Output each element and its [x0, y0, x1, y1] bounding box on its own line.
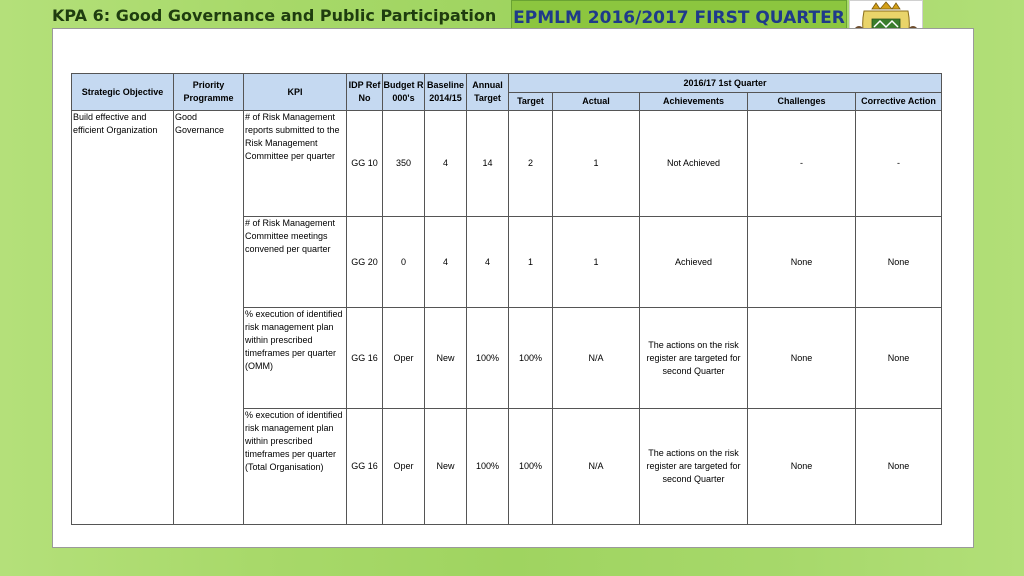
baseline-cell: 4	[425, 111, 467, 217]
header-challenges: Challenges	[748, 93, 856, 111]
header-quarter-group: 2016/17 1st Quarter	[509, 74, 942, 93]
annual-target-cell: 14	[467, 111, 509, 217]
challenges-cell: None	[748, 217, 856, 308]
idp-ref-cell: GG 10	[347, 111, 383, 217]
actual-cell: N/A	[553, 308, 640, 409]
budget-cell: Oper	[383, 308, 425, 409]
header-achievements: Achievements	[640, 93, 748, 111]
achievements-cell: The actions on the risk register are targeted for second Quarter	[640, 308, 748, 409]
corrective-action-cell: None	[856, 409, 942, 525]
annual-target-cell: 100%	[467, 308, 509, 409]
baseline-cell: 4	[425, 217, 467, 308]
budget-cell: Oper	[383, 409, 425, 525]
kpi-table	[71, 73, 942, 525]
target-cell: 100%	[509, 308, 553, 409]
achievements-cell: The actions on the risk register are targeted for second Quarter	[640, 409, 748, 525]
idp-ref-cell: GG 16	[347, 409, 383, 525]
target-cell: 1	[509, 217, 553, 308]
strategic-objective-cell: Build effective and efficient Organization	[72, 111, 174, 525]
header-priority-programme: Priority Programme	[174, 74, 244, 111]
actual-cell: 1	[553, 111, 640, 217]
idp-ref-cell: GG 20	[347, 217, 383, 308]
header-baseline: Baseline 2014/15	[425, 74, 467, 111]
annual-target-cell: 100%	[467, 409, 509, 525]
kpi-cell: % execution of identified risk management plan within prescribed timeframes per quarter (OMM)	[244, 308, 347, 409]
priority-programme-cell: Good Governance	[174, 111, 244, 525]
corrective-action-cell: -	[856, 111, 942, 217]
actual-cell: 1	[553, 217, 640, 308]
header-actual: Actual	[553, 93, 640, 111]
target-cell: 2	[509, 111, 553, 217]
corrective-action-cell: None	[856, 217, 942, 308]
budget-cell: 350	[383, 111, 425, 217]
actual-cell: N/A	[553, 409, 640, 525]
kpi-cell: # of Risk Management reports submitted to the Risk Management Committee per quarter	[244, 111, 347, 217]
achievements-cell: Achieved	[640, 217, 748, 308]
table-row	[72, 111, 942, 217]
kpi-cell: % execution of identified risk management plan within prescribed timeframes per quarter (Total Organisation)	[244, 409, 347, 525]
challenges-cell: -	[748, 111, 856, 217]
page-title: KPA 6: Good Governance and Public Participation	[52, 6, 497, 25]
header-strategic-objective: Strategic Objective	[72, 74, 174, 111]
header-idp-ref: IDP Ref No	[347, 74, 383, 111]
header-budget: Budget R 000's	[383, 74, 425, 111]
header-annual-target: Annual Target	[467, 74, 509, 111]
baseline-cell: New	[425, 308, 467, 409]
target-cell: 100%	[509, 409, 553, 525]
challenges-cell: None	[748, 409, 856, 525]
achievements-cell: Not Achieved	[640, 111, 748, 217]
corrective-action-cell: None	[856, 308, 942, 409]
annual-target-cell: 4	[467, 217, 509, 308]
header-target: Target	[509, 93, 553, 111]
header-line-1: EPMLM 2016/2017 FIRST QUARTER	[513, 8, 845, 28]
header-kpi: KPI	[244, 74, 347, 111]
idp-ref-cell: GG 16	[347, 308, 383, 409]
header-corrective-action: Corrective Action	[856, 93, 942, 111]
budget-cell: 0	[383, 217, 425, 308]
challenges-cell: None	[748, 308, 856, 409]
baseline-cell: New	[425, 409, 467, 525]
kpi-cell: # of Risk Management Committee meetings convened per quarter	[244, 217, 347, 308]
